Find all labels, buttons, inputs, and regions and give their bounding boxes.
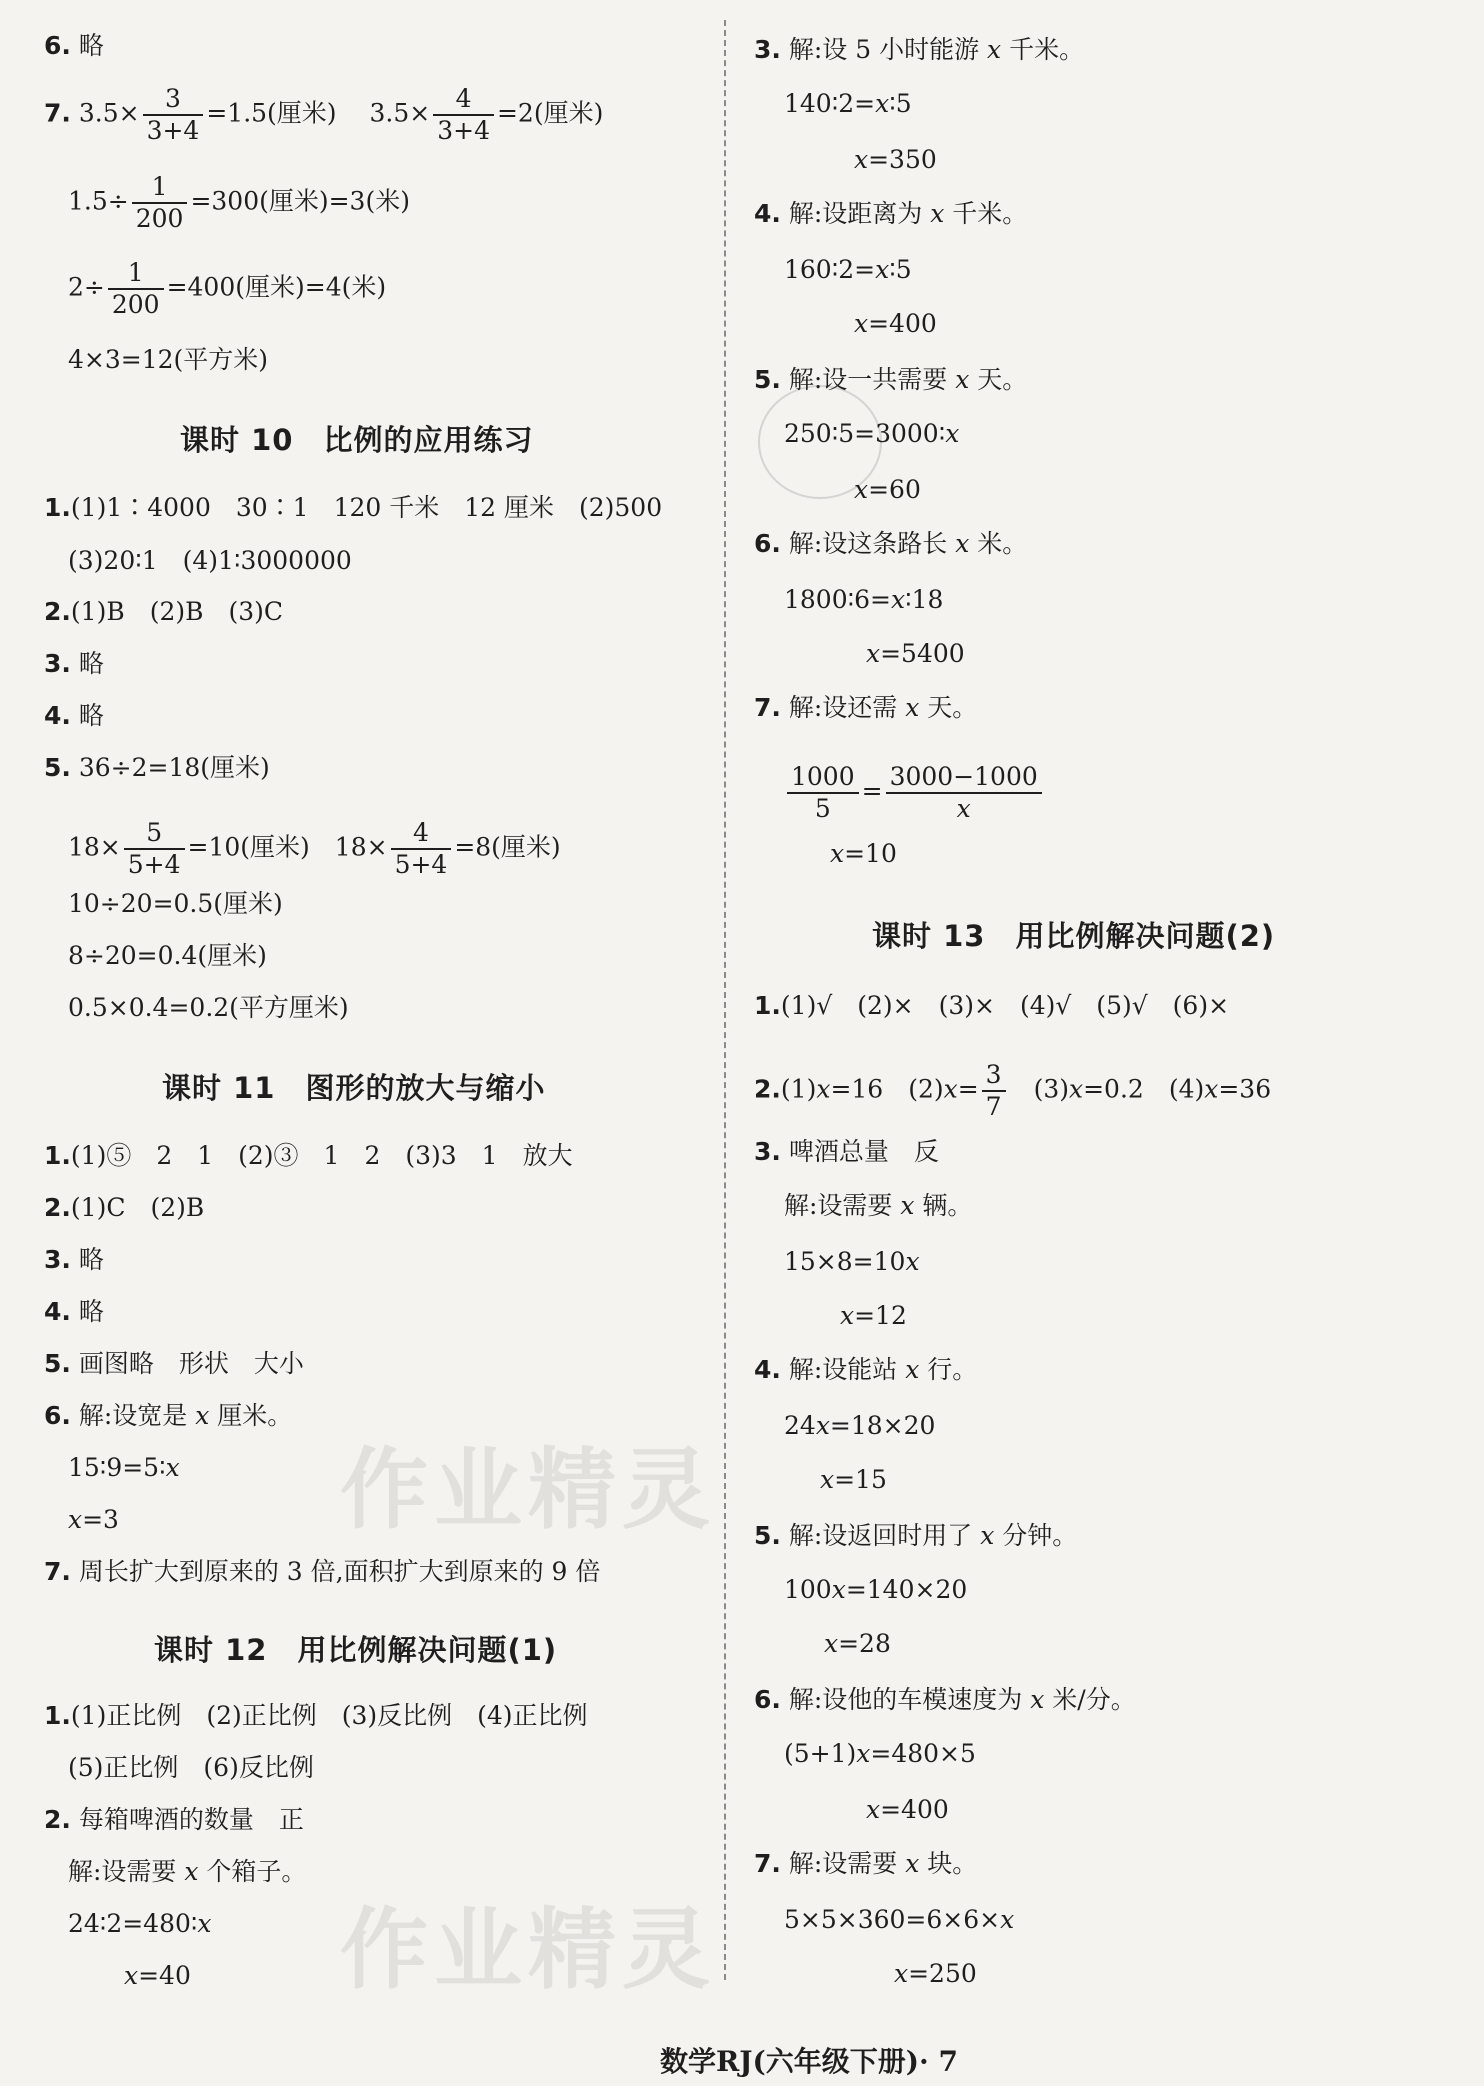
answer-line: x=40 — [124, 1961, 191, 1990]
answer-line: 6. 略 — [44, 31, 104, 60]
answer-line: 7. 3.5× $\frac{3}{3+4}$ =1.5(厘米) 3.5× $\frac{4}{3+4}$ =2(厘米) — [44, 84, 604, 145]
answer-line: 1.5÷ $\frac{1}{200}$ =300(厘米)=3(米) — [68, 172, 410, 233]
answer-line: 18× $\frac{5}{5+4}$ =10(厘米) 18× $\frac{4}{5+4}$ =8(厘米) — [68, 818, 561, 879]
answer-line: 1.(1)⑤ 2 1 (2)③ 1 2 (3)3 1 放大 — [44, 1141, 573, 1170]
answer-line: 4×3=12(平方米) — [68, 345, 269, 374]
fraction: $\frac{1}{200}$ — [132, 172, 188, 234]
answer-line: 4. 解:设能站 x 行。 — [754, 1355, 978, 1384]
answer-line: 2.(1)B (2)B (3)C — [44, 597, 284, 626]
answer-line: 7. 解:设需要 x 块。 — [754, 1849, 978, 1878]
section-title: 课时 13 用比例解决问题(2) — [872, 919, 1276, 953]
answer-line: 100x=140×20 — [784, 1575, 968, 1604]
answer-line: 3. 解:设 5 小时能游 x 千米。 — [754, 35, 1085, 64]
answer-line: x=12 — [840, 1301, 907, 1330]
answer-line: 解:设需要 x 个箱子。 — [68, 1857, 307, 1886]
answer-line: (3)20∶1 (4)1∶3000000 — [68, 546, 352, 575]
fraction: $\frac{3}{3+4}$ — [143, 84, 204, 146]
column-divider — [724, 20, 726, 1980]
answer-line: 2. 每箱啤酒的数量 正 — [44, 1805, 304, 1834]
fraction: $\frac{1000}{5}$ — [787, 762, 859, 824]
answer-line: 2.(1)x=16 (2)x= $\frac{3}{7}$ (3)x=0.2 (4)x=36 — [754, 1060, 1272, 1121]
answer-line: x=3 — [68, 1505, 119, 1534]
answer-line: 6. 解:设宽是 x 厘米。 — [44, 1401, 293, 1430]
fraction: $\frac{1}{200}$ — [108, 258, 164, 320]
fraction: $\frac{5}{5+4}$ — [124, 818, 185, 880]
section-title: 课时 11 图形的放大与缩小 — [162, 1071, 546, 1105]
fraction: $\frac{3000-1000}{x}$ — [886, 762, 1042, 824]
answer-line: 5. 画图略 形状 大小 — [44, 1349, 304, 1378]
answer-line: 15×8=10x — [784, 1247, 920, 1276]
answer-line: x=400 — [866, 1795, 949, 1824]
answer-line: x=60 — [854, 475, 921, 504]
page-footer: 数学RJ(六年级下册)· 7 — [660, 2045, 958, 2078]
fraction: $\frac{4}{3+4}$ — [433, 84, 494, 146]
answer-line: (5)正比例 (6)反比例 — [68, 1753, 314, 1782]
answer-line: 5. 解:设一共需要 x 天。 — [754, 365, 1028, 394]
answer-line: 1800∶6=x∶18 — [784, 585, 944, 614]
answer-line: x=250 — [894, 1959, 977, 1988]
answer-line: 2.(1)C (2)B — [44, 1193, 205, 1222]
answer-line: (5+1)x=480×5 — [784, 1739, 976, 1768]
answer-line: 5. 36÷2=18(厘米) — [44, 753, 270, 782]
section-title: 课时 12 用比例解决问题(1) — [154, 1633, 558, 1667]
answer-line: x=15 — [820, 1465, 887, 1494]
watermark: 作业精灵 — [340, 1898, 717, 2001]
answer-line: 24∶2=480∶x — [68, 1909, 212, 1938]
answer-line: x=10 — [830, 839, 897, 868]
answer-line: 4. 略 — [44, 701, 104, 730]
answer-line: 3. 啤酒总量 反 — [754, 1137, 939, 1166]
answer-line: 15∶9=5∶x — [68, 1453, 180, 1482]
section-title: 课时 10 比例的应用练习 — [180, 423, 534, 457]
answer-line: 7. 周长扩大到原来的 3 倍,面积扩大到原来的 9 倍 — [44, 1557, 601, 1586]
answer-line: 3. 略 — [44, 1245, 104, 1274]
answer-line: x=5400 — [866, 639, 965, 668]
answer-line: 250∶5=3000∶x — [784, 419, 960, 448]
answer-line: 10÷20=0.5(厘米) — [68, 889, 283, 918]
answer-line: 160∶2=x∶5 — [784, 255, 912, 284]
answer-line: 4. 解:设距离为 x 千米。 — [754, 199, 1028, 228]
answer-line: 1.(1)√ (2)× (3)× (4)√ (5)√ (6)× — [754, 991, 1230, 1020]
answer-line: 3. 略 — [44, 649, 104, 678]
answer-line: x=400 — [854, 309, 937, 338]
answer-line: 1.(1)正比例 (2)正比例 (3)反比例 (4)正比例 — [44, 1701, 588, 1730]
answer-line: 7. 解:设还需 x 天。 — [754, 693, 978, 722]
answer-line: x=350 — [854, 145, 937, 174]
watermark: 作业精灵 — [340, 1438, 717, 1541]
answer-line: 1.(1)1∶4000 30∶1 120 千米 12 厘米 (2)500 — [44, 493, 663, 522]
answer-line: 24x=18×20 — [784, 1411, 936, 1440]
answer-line: 8÷20=0.4(厘米) — [68, 941, 267, 970]
answer-line: $\frac{1000}{5}$ = $\frac{3000-1000}{x}$ — [784, 762, 1045, 824]
answer-line: 5×5×360=6×6×x — [784, 1905, 1015, 1934]
answer-line: x=28 — [824, 1629, 891, 1658]
answer-line: 6. 解:设这条路长 x 米。 — [754, 529, 1028, 558]
fraction: $\frac{4}{5+4}$ — [391, 818, 452, 880]
answer-line: 6. 解:设他的车模速度为 x 米/分。 — [754, 1685, 1136, 1714]
answer-line: 5. 解:设返回时用了 x 分钟。 — [754, 1521, 1078, 1550]
answer-line: 4. 略 — [44, 1297, 104, 1326]
answer-line: 0.5×0.4=0.2(平方厘米) — [68, 993, 349, 1022]
answer-line: 2÷ $\frac{1}{200}$ =400(厘米)=4(米) — [68, 258, 387, 319]
answer-line: 140∶2=x∶5 — [784, 89, 912, 118]
fraction: $\frac{3}{7}$ — [982, 1060, 1006, 1122]
answer-line: 解:设需要 x 辆。 — [784, 1191, 973, 1220]
